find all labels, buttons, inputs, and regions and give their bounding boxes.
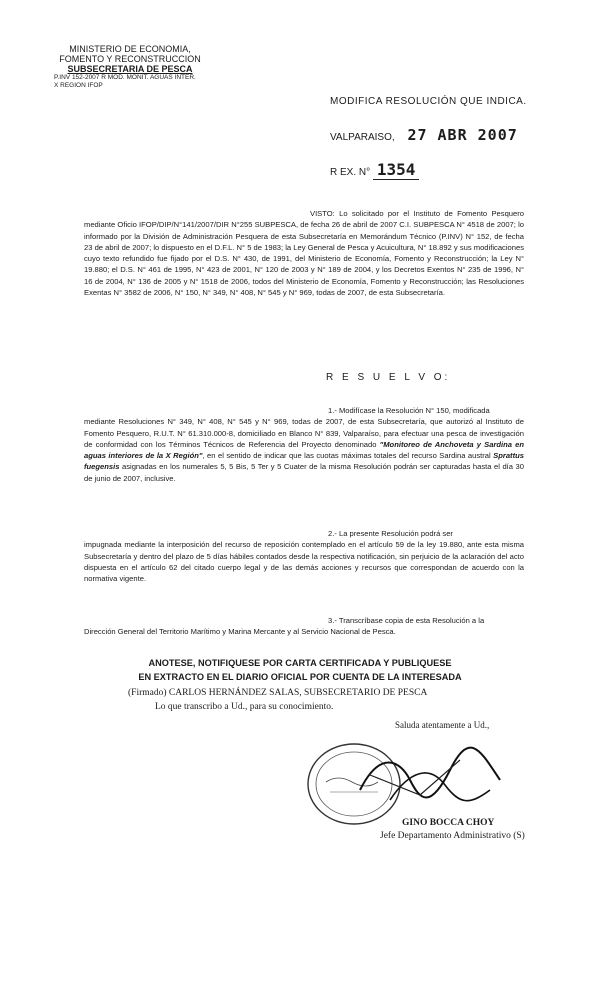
species-name: Sprattus fuegensis	[84, 451, 524, 472]
item-3	[84, 615, 554, 638]
place-label: VALPARAISO,	[330, 132, 395, 143]
ministry-line1: MINISTERIO DE ECONOMIA,	[69, 44, 191, 54]
ministry-line2: FOMENTO Y RECONSTRUCCION	[59, 54, 201, 64]
subsecretaria-line: SUBSECRETARIA DE PESCA	[67, 64, 193, 74]
signed-by: (Firmado) CARLOS HERNÁNDEZ SALAS, SUBSECRETARIO DE PESCA	[128, 688, 428, 698]
item-1-body: mediante Resoluciones N° 349, N° 408, N° 545 y N° 969, todas de 2007, de esta Subsecretaría, que autorizó al Instituto de Fomento Pesquero, R.U.T. N° 61.310.000-8, domiciliado en Blanco N° 839, Valparaíso, para efectuar una pesca de investigación de conformidad con los Términos Técnicos de Referencia del Proyecto denominado	[84, 417, 524, 449]
date-stamp: 27 ABR 2007	[407, 126, 518, 144]
item-3-lead: 3.- Transcríbase copia de esta Resolución a la	[328, 616, 485, 625]
project-name: "Monitoreo de Anchoveta y Sardina en aguas interiores de la X Región"	[84, 439, 524, 461]
item-1-end: asignadas en los numerales 5, 5 Bis, 5 Ter y 5 Cuater de la misma Resolución podrán ser capturadas hasta el día 30 de junio de 2007, inclusive.	[84, 462, 524, 483]
item-2-body: impugnada mediante la interposición del recurso de reposición contemplado en el artículo 59 de la ley 19.880, ante esta misma Subsecretaría y dentro del plazo de 5 días hábiles contados desde la respectiva notificación, sin perjuicio de la aclaración del acto dispuesta en el artículo 62 del citado cuerpo legal y de las demás acciones y recursos que correspondan de acuerdo con la normativa vigente.	[84, 540, 524, 584]
place-date	[330, 126, 518, 144]
item-2-lead: 2.- La presente Resolución podrá ser	[328, 529, 453, 538]
transcribe-line: Lo que transcribo a Ud., para su conocimiento.	[155, 702, 334, 712]
item-3-body: Dirección General del Territorio Marítimo y Marina Mercante y al Servicio Nacional de Pesca.	[84, 627, 396, 637]
reference-line-2: X REGION IFOP	[54, 82, 103, 89]
closing-greeting: Saluda atentamente a Ud.,	[395, 720, 490, 730]
signer-title: Jefe Departamento Administrativo (S)	[380, 831, 525, 841]
handwritten-signature	[350, 740, 510, 820]
signer-name: GINO BOCCA CHOY	[402, 818, 495, 828]
item-2	[84, 528, 524, 584]
notify-line-2: EN EXTRACTO EN EL DIARIO OFICIAL POR CUENTA DE LA INTERESADA	[138, 672, 462, 682]
item-1	[84, 405, 524, 484]
resuelvo-heading: R E S U E L V O:	[326, 372, 451, 383]
reference-line: P.INV 152-2007 R MOD. MONIT. AGUAS INTER.	[54, 74, 196, 81]
ministry-header	[40, 44, 220, 90]
rex-number: 1354	[373, 160, 420, 180]
resolution-number	[330, 160, 419, 179]
visto-paragraph: VISTO: Lo solicitado por el Instituto de Fomento Pesquero mediante Oficio IFOP/DIP/N°141/2007/DIR N°255 SUBPESCA, de fecha 26 de abril de 2007 C.I. SUBPESCA N° 4518 de 2007; lo informado por la División de Administración Pesquera de esta Subsecretaría en Memorándum Técnico (P.INV) N° 152, de fecha 23 de abril de 2007; lo dispuesto en el D.F.L. N° 5 de 1983; la Ley General de Pesca y Acuicultura, N° 18.892 y sus modificaciones cuyo texto refundido fue fijado por el D.S. N° 430, de 1991, del Ministerio de Economía, Fomento y Reconstrucción; la Ley N° 19.880; el D.S. N° 461 de 1995, N° 423 de 2001, N° 120 de 2003 y N° 189 de 2004, y los Decretos Exentos N° 235 de 1996, N° 16 de 2004, N° 136 de 2005 y N° 1518 de 2006, todos del Ministerio de Economía, Fomento y Reconstrucción; las Resoluciones Exentas N° 3582 de 2006, N° 150, N° 349, N° 408, N° 545 y N° 969, todas de 2007, de esta Subsecretaría.	[84, 209, 524, 298]
document-subject: MODIFICA RESOLUCIÓN QUE INDICA.	[330, 96, 527, 107]
rex-label: R EX. N°	[330, 167, 371, 178]
item-1-lead: 1.- Modifícase la Resolución N° 150, modificada	[328, 406, 490, 415]
item-1-mid: , en el sentido de indicar que las cuotas máximas totales del recurso Sardina austral	[202, 451, 491, 461]
notify-line-1: ANOTESE, NOTIFIQUESE POR CARTA CERTIFICADA Y PUBLIQUESE	[148, 658, 452, 668]
